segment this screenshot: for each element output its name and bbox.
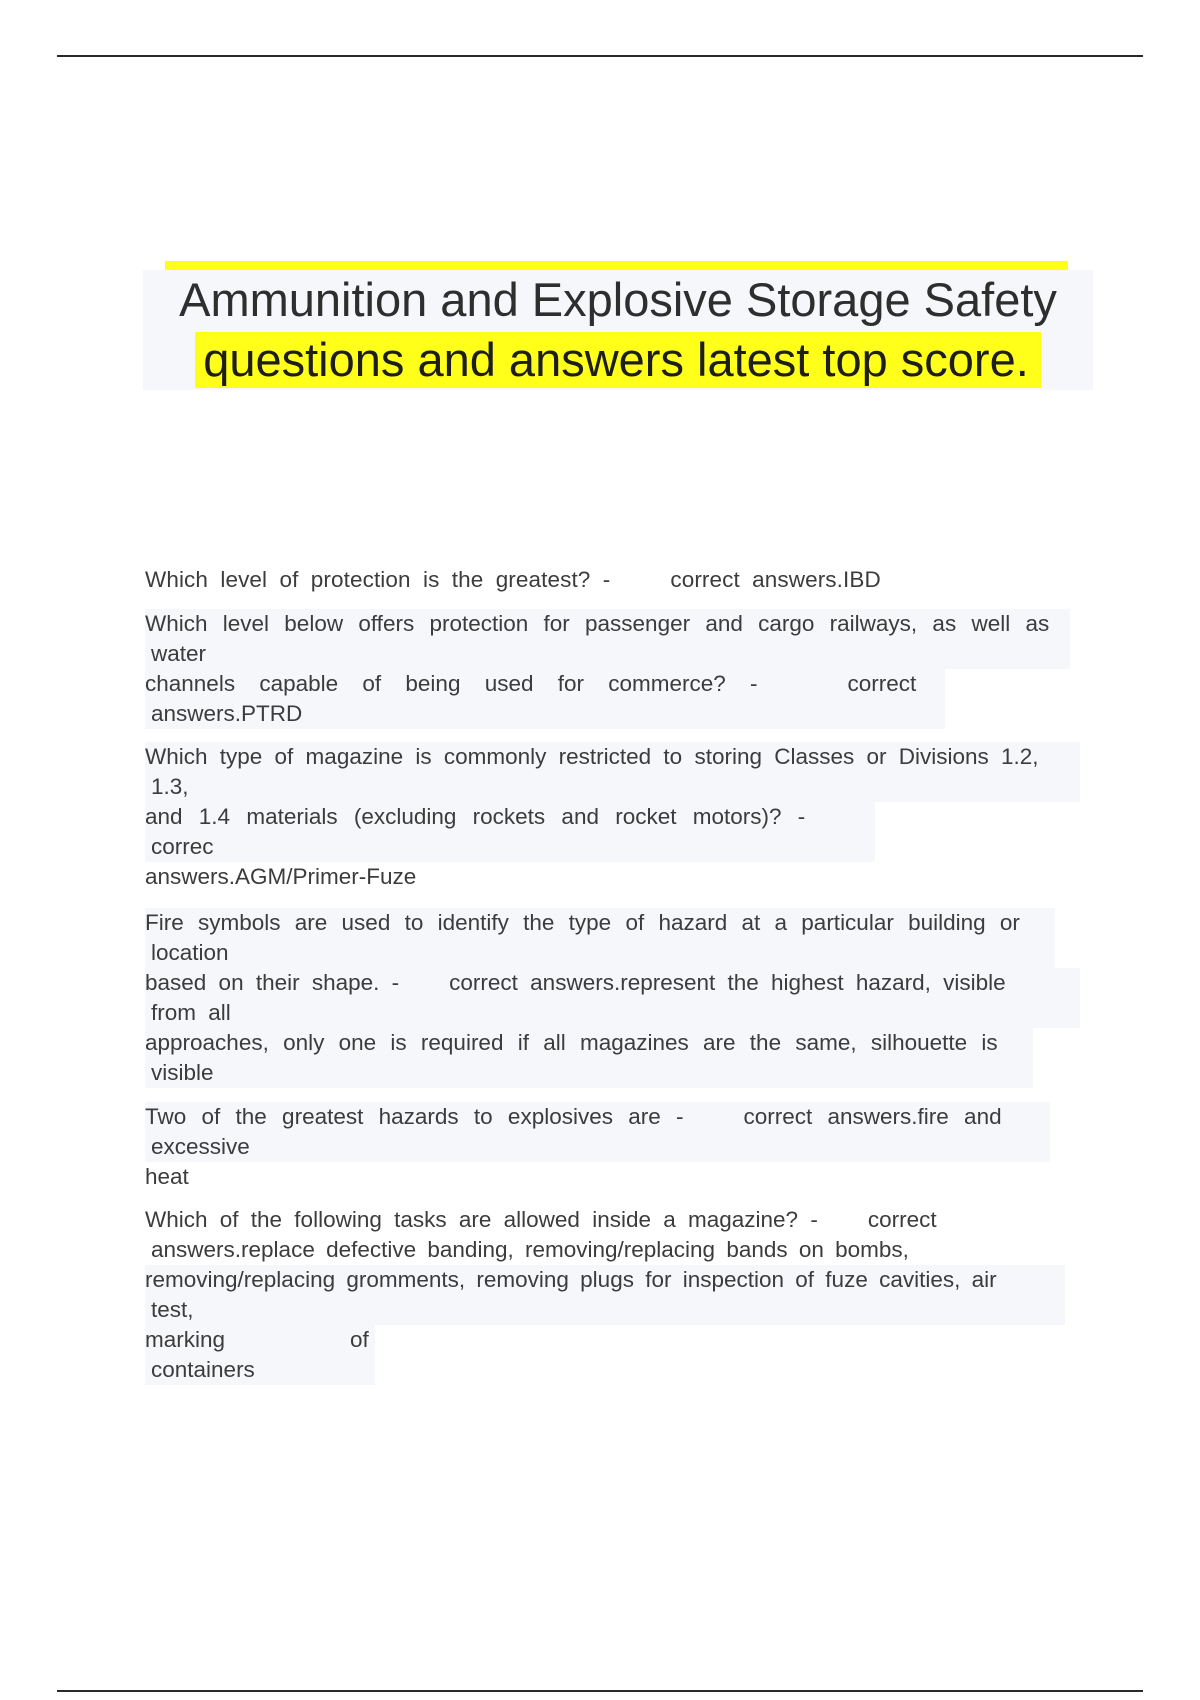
qa-line: heat <box>145 1164 189 1189</box>
qa-line: location <box>145 938 1055 968</box>
answer-text: correct answers.IBD <box>670 567 881 592</box>
of-word: of <box>350 1327 369 1352</box>
qa-line: removing/replacing gromments, removing plugs for inspection of fuze cavities, air <box>145 1265 1065 1295</box>
qa-line: answers.replace defective banding, removing/replacing bands on bombs, <box>151 1237 909 1262</box>
qa-line: Which type of magazine is commonly restricted to storing Classes or Divisions 1.2, <box>145 742 1080 772</box>
qa-line: excessive <box>145 1132 1050 1162</box>
answer-text: correct <box>847 671 917 696</box>
qa-line: visible <box>145 1058 1033 1088</box>
qa-line: approaches, only one is required if all magazines are the same, silhouette is <box>145 1028 1033 1058</box>
qa-line: and 1.4 materials (excluding rockets and rocket motors)? - <box>145 802 875 832</box>
qa-line <box>145 1325 375 1355</box>
top-rule <box>57 55 1143 57</box>
answer-text: correct <box>867 1207 937 1232</box>
qa-item-5 <box>145 1102 1080 1192</box>
marking-word: marking <box>145 1327 226 1352</box>
qa-line: Which level below offers protection for passenger and cargo railways, as well as <box>145 609 1070 639</box>
qa-line <box>145 1205 937 1235</box>
answer-text: correct answers.represent the highest hazard, visible <box>449 970 1006 995</box>
question-text: Which level of protection is the greatest? - <box>145 567 611 592</box>
qa-line <box>145 1102 1050 1132</box>
qa-line: answers.PTRD <box>145 699 945 729</box>
qa-item-1 <box>145 565 1080 595</box>
question-text: channels capable of being used for commerce? - <box>145 671 758 696</box>
question-text: Two of the greatest hazards to explosives are - <box>145 1104 684 1129</box>
page-title: Ammunition and Explosive Storage Safety <box>179 273 1057 326</box>
qa-line: test, <box>145 1295 1065 1325</box>
qa-line <box>145 968 1080 998</box>
qa-line: water <box>145 639 1070 669</box>
qa-line: answers.AGM/Primer-Fuze <box>145 864 417 889</box>
title-block <box>143 270 1093 390</box>
qa-item-4 <box>145 908 1080 1088</box>
title-highlight-bar <box>165 261 1068 270</box>
answer-text: correct answers.fire and <box>743 1104 1002 1129</box>
page-subtitle-wrap <box>143 332 1093 388</box>
question-text: based on their shape. - <box>145 970 400 995</box>
question-text: Which of the following tasks are allowed inside a magazine? - <box>145 1207 818 1232</box>
qa-item-3 <box>145 742 1080 892</box>
qa-line: correc <box>145 832 875 862</box>
qa-line <box>145 565 881 595</box>
qa-item-2 <box>145 609 1080 729</box>
qa-line: Fire symbols are used to identify the type of hazard at a particular building or <box>145 908 1055 938</box>
qa-line: 1.3, <box>145 772 1080 802</box>
bottom-rule <box>57 1690 1143 1692</box>
qa-line: containers <box>145 1355 375 1385</box>
qa-item-6 <box>145 1205 1080 1385</box>
page-subtitle: questions and answers latest top score. <box>195 332 1041 388</box>
qa-line: from all <box>145 998 1080 1028</box>
qa-line <box>145 669 945 699</box>
